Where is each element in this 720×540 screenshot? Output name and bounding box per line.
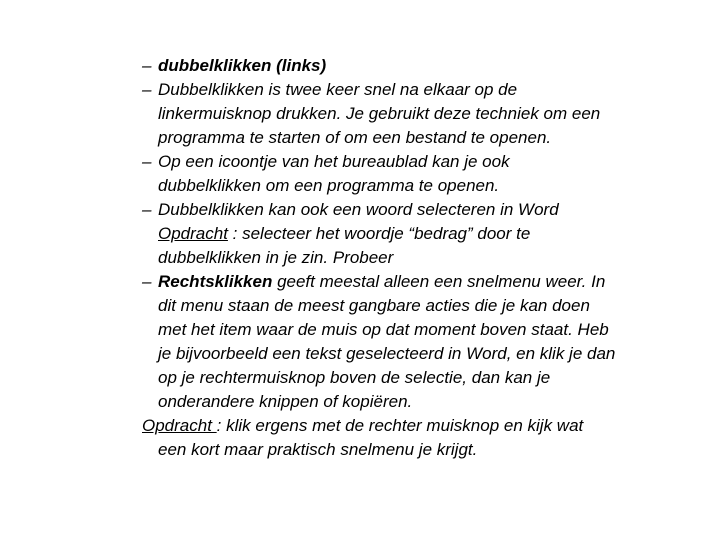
- text-line: linkermuisknop drukken. Je gebruikt deze techniek om een: [158, 104, 601, 123]
- bullet-item-rechtsklikken: [142, 270, 714, 414]
- opdracht-label: Opdracht: [158, 224, 228, 243]
- opdracht-text: : selecteer het woordje “bedrag” door te: [227, 224, 531, 243]
- text-line: [158, 270, 714, 294]
- text-line: [142, 414, 714, 438]
- heading-dubbelklikken: dubbelklikken (links): [158, 56, 327, 75]
- bullet-dash: –: [142, 80, 152, 99]
- slide-body-text: [142, 54, 714, 462]
- text-line: met het item waar de muis op dat moment boven staat. Heb: [158, 320, 609, 339]
- bullet-item-word-select: [142, 198, 714, 270]
- text-line: Dubbelklikken is twee keer snel na elkaar op de: [158, 80, 518, 99]
- text-line: dubbelklikken om een programma te openen.: [158, 176, 500, 195]
- opdracht-label: Opdracht: [142, 416, 217, 435]
- text-line: dit menu staan de meest gangbare acties die je kan doen: [158, 296, 590, 315]
- bullet-dash: –: [142, 200, 152, 219]
- bullet-dash: –: [142, 56, 152, 75]
- text-line: programma te starten of om een bestand te openen.: [158, 128, 552, 147]
- bullet-item-definition: [142, 78, 714, 150]
- text-line: dubbelklikken in je zin. Probeer: [158, 248, 394, 267]
- text-line: een kort maar praktisch snelmenu je krijgt.: [158, 440, 478, 459]
- text-line: je bijvoorbeeld een tekst geselecteerd in Word, en klik je dan: [158, 344, 616, 363]
- text-line: Op een icoontje van het bureaublad kan je ook: [158, 152, 510, 171]
- bullet-item-icoontje: [142, 150, 714, 198]
- final-opdracht: [142, 414, 714, 462]
- text-line: Dubbelklikken kan ook een woord selecteren in Word: [158, 200, 559, 219]
- heading-rechtsklikken: Rechtsklikken: [158, 272, 273, 291]
- bullet-dash: –: [142, 152, 152, 171]
- bullet-item-dubbelklikken-title: [142, 54, 714, 78]
- opdracht-text: : klik ergens met de rechter muisknop en kijk wat: [216, 416, 584, 435]
- text-line: op je rechtermuisknop boven de selectie, dan kan je: [158, 368, 551, 387]
- text-line: onderandere knippen of kopiëren.: [158, 392, 413, 411]
- rechtsklikken-text: geeft meestal alleen een snelmenu weer. In: [272, 272, 606, 291]
- text-line: [158, 222, 714, 246]
- bullet-dash: –: [142, 272, 152, 291]
